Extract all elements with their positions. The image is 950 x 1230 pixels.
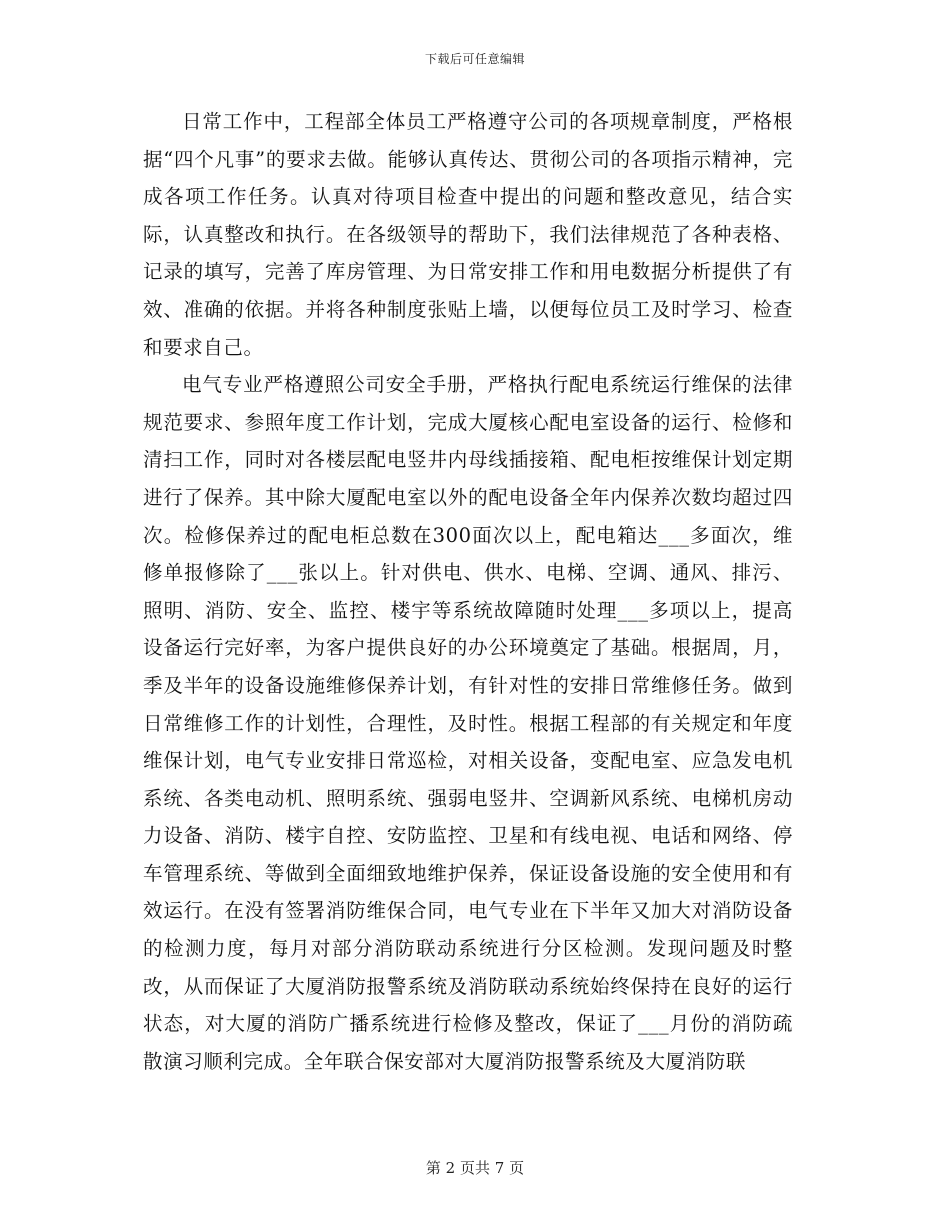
paragraph-2: 电气专业严格遵照公司安全手册，严格执行配电系统运行维保的法律规范要求、参照年度工作计划，完成大厦核心配电室设备的运行、检修和清扫工作，同时对各楼层配电竖井内母线插接箱、配电柜按维保计划定期进行了保养。其中除大厦配电室以外的配电设备全年内保养次数均超过四次。检修保养过的配电柜总数在300面次以上，配电箱达___多面次，维修单报修除了___张以上。针对供电、供水、电梯、空调、通风、排污、照明、消防、安全、监控、楼宇等系统故障随时处理___多项以上，提高设备运行完好率，为客户提供良好的办公环境奠定了基础。根据周，月，季及半年的设备设施维修保养计划，有针对性的安排日常维修任务。做到日常维修工作的计划性，合理性，及时性。根据工程部的有关规定和年度维保计划，电气专业安排日常巡检，对相关设备，变配电室、应急发电机系统、各类电动机、照明系统、强弱电竖井、空调新风系统、电梯机房动力设备、消防、楼宇自控、安防监控、卫星和有线电视、电话和网络、停车管理系统、等做到全面细致地维护保养，保证设备设施的安全使用和有效运行。在没有签署消防维保合同，电气专业在下半年又加大对消防设备的检测力度，每月对部分消防联动系统进行分区检测。发现问题及时整改，从而保证了大厦消防报警系统及消防联动系统始终保持在良好的运行状态，对大厦的消防广播系统进行检修及整改，保证了___月份的消防疏散演习顺利完成。全年联合保安部对大厦消防报警系统及大厦消防联 <box>143 373 793 1073</box>
document-body <box>143 103 793 1080</box>
page-header: 下载后可任意编辑 <box>424 52 525 66</box>
paragraph-1: 日常工作中，工程部全体员工严格遵守公司的各项规章制度，严格根据“四个凡事”的要求去做。能够认真传达、贯彻公司的各项指示精神，完成各项工作任务。认真对待项目检查中提出的问题和整改意见，结合实际，认真整改和执行。在各级领导的帮助下，我们法律规范了各种表格、记录的填写，完善了库房管理、为日常安排工作和用电数据分析提供了有效、准确的依据。并将各种制度张贴上墙，以便每位员工及时学习、检查和要求自己。 <box>143 110 793 359</box>
page-number-footer: 第 2 页共 7 页 <box>425 1159 525 1177</box>
